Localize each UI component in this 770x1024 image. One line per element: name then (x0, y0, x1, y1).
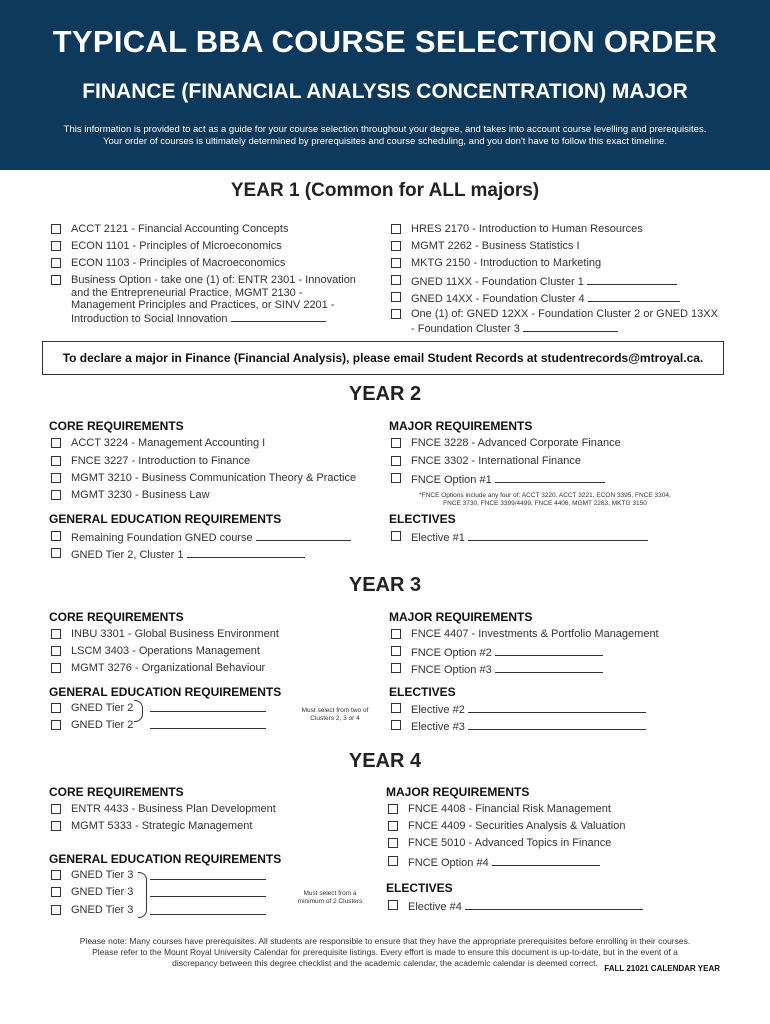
checkbox-icon[interactable] (388, 900, 398, 910)
checkbox-icon[interactable] (51, 663, 61, 673)
year3-gened-heading: GENERAL EDUCATION REQUIREMENTS (49, 685, 282, 699)
info-line-1: This information is provided to act as a guide for your course selection throughout your degree, and takes into account course levelling and prerequisites. (63, 124, 707, 135)
year4-gened-heading: GENERAL EDUCATION REQUIREMENTS (49, 852, 282, 866)
gned-choice-line-2: - Foundation Cluster 3 (411, 321, 618, 336)
checkbox-icon[interactable] (51, 473, 61, 483)
fnce-options-note: *FNCE Options include any four of: ACCT 3220, ACCT 3221, ECON 3395, FNCE 3304, FNCE 3730, FNCE 3399/4499, FNCE 4406, MGMT 2263, MKTG 3150 (419, 492, 671, 507)
year4-core-heading: CORE REQUIREMENTS (49, 785, 184, 799)
business-option-line-3: Management Principles and Practices, or SINV 2201 - (71, 299, 335, 311)
blank-line[interactable] (150, 904, 266, 915)
checkbox-icon[interactable] (391, 629, 401, 639)
checkbox-icon[interactable] (391, 646, 401, 656)
blank-line[interactable] (150, 701, 266, 712)
checkbox-icon[interactable] (391, 224, 401, 234)
blank-line[interactable] (187, 547, 305, 558)
header-info (20, 124, 750, 148)
blank-line[interactable] (492, 855, 600, 866)
checkbox-icon[interactable] (391, 309, 401, 319)
checkbox-icon[interactable] (51, 887, 61, 897)
checkbox-icon[interactable] (388, 821, 398, 831)
year3-major-heading: MAJOR REQUIREMENTS (389, 610, 533, 624)
blank-line[interactable] (468, 702, 646, 713)
year3-electives-heading: ELECTIVES (389, 685, 456, 699)
checkbox-icon[interactable] (51, 629, 61, 639)
checkbox-icon[interactable] (51, 870, 61, 880)
blank-line[interactable] (150, 718, 266, 729)
checkbox-icon[interactable] (391, 703, 401, 713)
checkbox-icon[interactable] (391, 531, 401, 541)
checkbox-icon[interactable] (391, 275, 401, 285)
business-option-line-2: and the Entrepreneurial Practice, MGMT 2130 - (71, 287, 303, 299)
year2-title: YEAR 2 (348, 383, 422, 405)
year3-gened-note: Must select from two of Clusters 2, 3 or 4 (301, 707, 369, 722)
checkbox-icon[interactable] (391, 292, 401, 302)
checkbox-icon[interactable] (391, 720, 401, 730)
blank-line[interactable] (256, 530, 351, 541)
blank-line[interactable] (495, 472, 605, 483)
checkbox-icon[interactable] (51, 821, 61, 831)
checkbox-icon[interactable] (391, 241, 401, 251)
year1-title: YEAR 1 (Common for ALL majors) (230, 180, 540, 201)
checkbox-icon[interactable] (51, 804, 61, 814)
brace-icon (134, 700, 143, 722)
blank-line[interactable] (150, 886, 266, 897)
checkbox-icon[interactable] (51, 531, 61, 541)
year2-gened-heading: GENERAL EDUCATION REQUIREMENTS (49, 512, 282, 526)
year2-core-heading: CORE REQUIREMENTS (49, 419, 184, 433)
page-subtitle: FINANCE (FINANCIAL ANALYSIS CONCENTRATION) MAJOR (82, 80, 688, 103)
year4-gened-note: Must select from a minimum of 2 Clusters (297, 890, 363, 905)
calendar-year-label: FALL 21021 CALENDAR YEAR (604, 964, 720, 973)
blank-line[interactable] (588, 291, 680, 302)
checkbox-icon[interactable] (51, 438, 61, 448)
blank-line[interactable] (468, 530, 648, 541)
checkbox-icon[interactable] (391, 438, 401, 448)
blank-line[interactable] (495, 662, 603, 673)
checkbox-icon[interactable] (51, 241, 61, 251)
checkbox-icon[interactable] (51, 905, 61, 915)
checkbox-icon[interactable] (391, 456, 401, 466)
checkbox-icon[interactable] (51, 456, 61, 466)
checkbox-icon[interactable] (51, 258, 61, 268)
blank-line[interactable] (468, 719, 646, 730)
checkbox-icon[interactable] (51, 720, 61, 730)
checkbox-icon[interactable] (51, 275, 61, 285)
blank-line[interactable] (231, 311, 326, 322)
year3-title: YEAR 3 (348, 574, 422, 596)
business-option-line-4: Introduction to Social Innovation (71, 311, 326, 326)
blank-line[interactable] (495, 645, 603, 656)
footer-disclaimer: Please note: Many courses have prerequisites. All students are responsible to ensure that they have the appropriate prerequisites before enrolling in their courses. Please refer to the Mount Royal University Calendar for prerequisite listings. Every effort is made to ensure this document is up-to-date, but in the event of a discrepancy between this degree checklist and the academic calendar, the academic calendar is deemed correct. (79, 936, 691, 968)
year2-electives-heading: ELECTIVES (389, 512, 456, 526)
checkbox-icon[interactable] (51, 548, 61, 558)
checkbox-icon[interactable] (388, 838, 398, 848)
blank-line[interactable] (523, 321, 618, 332)
header-banner (0, 0, 770, 170)
page-title: TYPICAL BBA COURSE SELECTION ORDER (52, 24, 718, 59)
blank-line[interactable] (150, 869, 266, 880)
checkbox-icon[interactable] (391, 663, 401, 673)
year2-major-heading: MAJOR REQUIREMENTS (389, 419, 533, 433)
checkbox-icon[interactable] (388, 804, 398, 814)
year4-electives-heading: ELECTIVES (386, 881, 453, 895)
checkbox-icon[interactable] (388, 856, 398, 866)
declare-major-notice: To declare a major in Finance (Financial Analysis), please email Student Records at studentrecords@mtroyal.ca. (42, 341, 724, 375)
checkbox-icon[interactable] (51, 646, 61, 656)
blank-line[interactable] (587, 274, 677, 285)
checkbox-icon[interactable] (51, 224, 61, 234)
year4-title: YEAR 4 (348, 750, 422, 772)
year4-major-heading: MAJOR REQUIREMENTS (386, 785, 530, 799)
blank-line[interactable] (465, 899, 643, 910)
year3-core-heading: CORE REQUIREMENTS (49, 610, 184, 624)
checkbox-icon[interactable] (51, 703, 61, 713)
checkbox-icon[interactable] (391, 258, 401, 268)
checkbox-icon[interactable] (51, 490, 61, 500)
brace-icon (138, 872, 147, 918)
info-line-2: Your order of courses is ultimately determined by prerequisites and course scheduling, and you don't have to follow this exact timeline. (103, 136, 667, 147)
checkbox-icon[interactable] (391, 473, 401, 483)
